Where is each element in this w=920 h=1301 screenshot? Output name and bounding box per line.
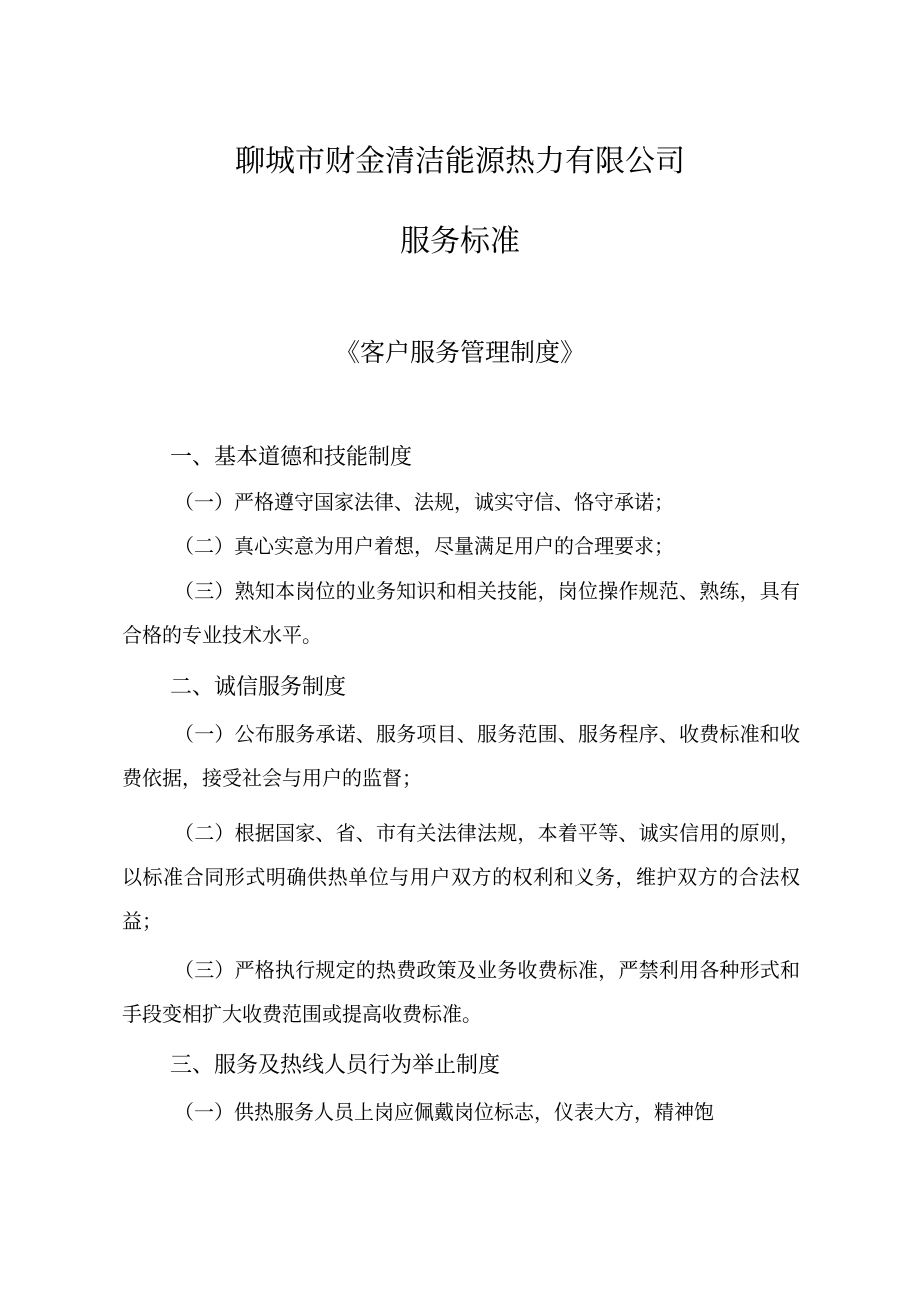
section-paragraph: （一）严格遵守国家法律、法规，诚实守信、恪守承诺；	[174, 490, 674, 514]
section-paragraph: （二）根据国家、省、市有关法律法规，本着平等、诚实信用的原则，以标准合同形式明确供热单位与用户双方的权利和义务，维护双方的合法权益；	[122, 821, 800, 933]
section-paragraph: （一）供热服务人员上岗应佩戴岗位标志，仪表大方，精神饱	[174, 1100, 714, 1124]
section-heading: 一、基本道德和技能制度	[170, 445, 413, 470]
section-paragraph: （三）熟知本岗位的业务知识和相关技能，岗位操作规范、熟练，具有合格的专业技术水平。	[122, 579, 800, 647]
section-heading: 二、诚信服务制度	[170, 675, 347, 700]
section-heading: 三、服务及热线人员行为举止制度	[170, 1053, 501, 1078]
section-paragraph: （二）真心实意为用户着想，尽量满足用户的合理要求；	[174, 534, 674, 558]
document-title: 服务标准	[400, 224, 520, 259]
section-paragraph: （三）严格执行规定的热费政策及业务收费标准，严禁利用各种形式和手段变相扩大收费范围或提高收费标准。	[122, 958, 800, 1026]
document-subtitle: 《客户服务管理制度》	[334, 338, 585, 367]
section-paragraph: （一）公布服务承诺、服务项目、服务范围、服务程序、收费标准和收费依据，接受社会与用户的监督；	[122, 722, 800, 790]
company-title: 聊城市财金清洁能源热力有限公司	[235, 144, 685, 179]
